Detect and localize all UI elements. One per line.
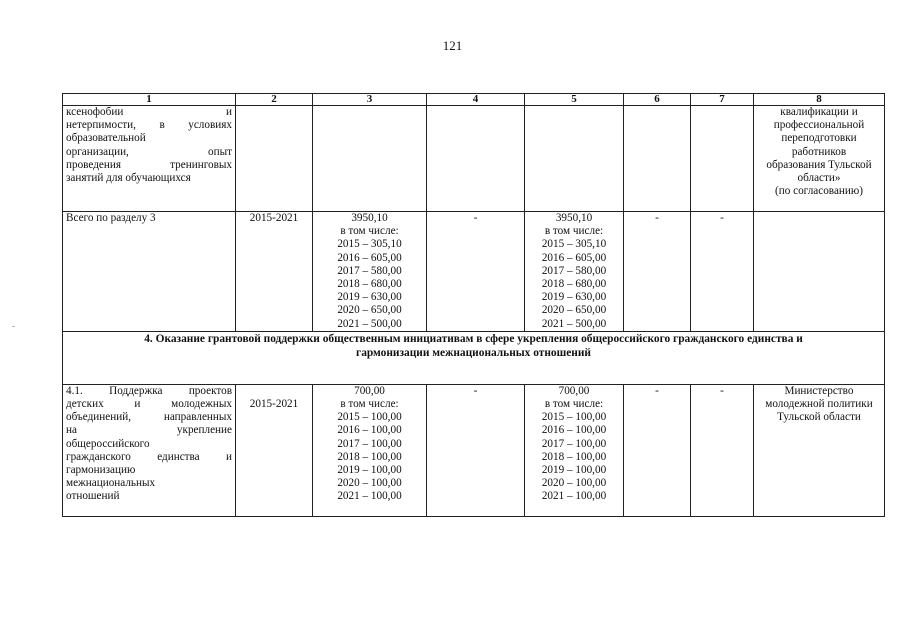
cell-line: 2019 – 630,00 [541,291,607,304]
cell-line: организации, опыт [66,145,232,158]
header-cell: 3 [313,94,427,106]
row-funding [313,384,427,516]
cell-line: 2015 – 305,10 [541,238,607,251]
cell-line: 2015 – 100,00 [541,411,607,424]
cell-line: 2016 – 100,00 [541,424,607,437]
row-activity-cell [63,384,236,516]
cell-line: 2019 – 630,00 [337,291,402,304]
total-other: - [691,212,754,332]
row-regional [525,384,624,516]
header-row [63,94,885,106]
total-period: 2015-2021 [236,212,313,332]
empty-cell [624,106,691,212]
header-cell: 8 [754,94,885,106]
cell-line: работников [791,145,847,158]
empty-cell [525,106,624,212]
table-row-continuation [63,106,885,212]
cell-line: 4.1. Поддержка проектов [66,384,232,397]
cell-line: 2019 – 100,00 [337,464,402,477]
cell-line: 2015 – 100,00 [337,411,402,424]
cell-line: нетерпимости, в условиях [66,119,232,132]
cell-line: 2020 – 100,00 [337,477,402,490]
cell-line: в том числе: [340,225,399,238]
cell-line: 2016 – 605,00 [541,251,607,264]
cell-line: 2020 – 100,00 [541,477,607,490]
cell-line: Министерство [784,384,854,397]
empty-cell [427,106,525,212]
page-number: 121 [442,38,463,53]
row-other: - [691,384,754,516]
cell-line: образования Тульской [766,158,872,171]
total-local: - [624,212,691,332]
cell-line: 2021 – 500,00 [337,317,402,330]
cell-line: гармонизацию [66,464,136,477]
period-text: 2015-2021 [249,397,299,410]
cell-line: в том числе: [544,225,604,238]
cell-line: образовательной [66,132,146,145]
cell-line: 2018 – 100,00 [541,450,607,463]
empty-cell [691,106,754,212]
cell-line: переподготовки [781,132,857,145]
cell-line: 2016 – 605,00 [337,251,402,264]
cell-line: 2019 – 100,00 [541,464,607,477]
cell-line: молодежной политики [765,398,873,411]
cell-line: проведения тренинговых [66,158,232,171]
cell-line: 2021 – 100,00 [337,490,402,503]
cell-line: 2017 – 100,00 [541,437,607,450]
row-executor-cell [754,384,885,516]
cell-line: (по согласованию) [775,185,863,198]
section-heading-line: 4. Оказание грантовой поддержки общественным инициативам в сфере укрепления общероссийского гражданского единства и [144,332,803,345]
cell-line: 2017 – 580,00 [337,264,402,277]
cell-line: профессиональной [773,119,865,132]
total-executor [754,212,885,332]
header-cell: 5 [525,94,624,106]
cell-line: 3950,10 [351,212,388,224]
cell-line: занятий для обучающихся [66,172,191,185]
cell-line: 2017 – 580,00 [541,264,607,277]
empty-cell [313,106,427,212]
cell-line: 2020 – 650,00 [541,304,607,317]
header-cell: 1 [63,94,236,106]
cell-line: 700,00 [354,384,385,397]
table-row-4-1 [63,384,885,516]
header-cell: 4 [427,94,525,106]
empty-cell [236,106,313,212]
table-row-total [63,212,885,332]
margin-mark [12,326,15,327]
cell-line: 2016 – 100,00 [337,424,402,437]
program-table [62,93,885,517]
section-heading [63,331,885,384]
cell-line: 2018 – 680,00 [337,278,402,291]
cell-line: 2021 – 500,00 [541,317,607,330]
cell-line: в том числе: [340,398,399,411]
cell-line: 2018 – 680,00 [541,278,607,291]
total-regional [525,212,624,332]
header-cell: 6 [624,94,691,106]
cell-line: 2021 – 100,00 [541,490,607,503]
row-activity-cell [63,106,236,212]
header-cell: 7 [691,94,754,106]
total-label: Всего по разделу 3 [63,212,236,332]
cell-line: квалификации и [780,106,858,118]
cell-line: 700,00 [558,384,590,397]
row-local: - [624,384,691,516]
cell-line: Тульской области [777,411,861,424]
cell-line: на укрепление [66,424,232,437]
cell-line: 2020 – 650,00 [337,304,402,317]
cell-line: детских и молодежных [66,398,232,411]
total-federal: - [427,212,525,332]
cell-line: межнациональных [66,477,156,490]
cell-line: гражданского единства и [66,450,232,463]
cell-line: в том числе: [544,398,604,411]
total-funding [313,212,427,332]
section-heading-line: гармонизации межнациональных отношений [356,346,591,359]
cell-line: объединений, направленных [66,411,232,424]
cell-line: общероссийского [66,437,150,450]
row-federal: - [427,384,525,516]
cell-line: отношений [66,490,120,503]
section-heading-row [63,331,885,384]
header-cell: 2 [236,94,313,106]
row-executor-cell [754,106,885,212]
cell-line: 3950,10 [555,212,593,224]
cell-line: ксенофобии и [66,106,232,118]
cell-line: 2017 – 100,00 [337,437,402,450]
cell-line: 2018 – 100,00 [337,450,402,463]
cell-line: области» [797,172,841,185]
row-period [236,384,313,516]
cell-line: 2015 – 305,10 [337,238,402,251]
